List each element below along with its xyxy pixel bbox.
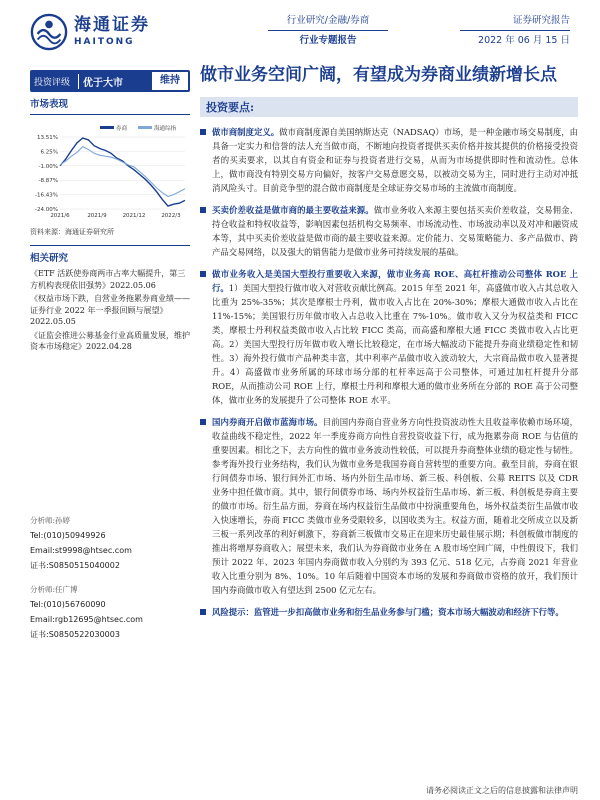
related-research-item[interactable]: 《权益市场下跌，自营业务拖累券商业绩——证券行业 2022 年一季报回顾与展望》2022.05.05 xyxy=(30,294,190,326)
haitong-logo xyxy=(30,12,180,52)
analyst-cert: 证书:S0850522030003 xyxy=(30,630,120,639)
market-chart-svg xyxy=(30,123,190,223)
key-point-bullet xyxy=(200,415,578,597)
risk-heading: 风险提示： xyxy=(212,607,254,617)
related-research-item[interactable]: 《证监会推进公募基金行业高质量发展，维护资本市场稳定》2022.04.28 xyxy=(30,330,190,351)
legend-swatch-broker xyxy=(100,126,114,129)
bullet-heading: 买卖价差收益是做市商的最主要收益来源。 xyxy=(212,205,374,215)
header-category: 行业研究/金融/券商 xyxy=(268,14,388,31)
bullet-body: 目前国内券商自营业务方向性投资波动性大且收益率依赖市场环境，收益曲线不稳定性，2022 年一季度券商方向性自营投资收益下行，成为拖累券商 ROE 与估值的重要因素。相比之下，去方向性的做市业务波动性较低，可以提升券商整体业绩的稳定性与韧性。参考海外投行业务结构，我们认为做市业务是我国券商自营转型的重要方向。截至目前，券商在银行间债券市场、银行间外汇市场、场内外衍生品市场、新三板、科创板、公募 REITS 以及 CDR 业务中担任做市商。其中，银行间债券市场、场内外权益衍生品市场、新三板、科创板是券商主要的做市市场。衍生品方面，券商在场内权益衍生品做市中扮演重要角色，场外权益类衍生品做市收入快速增长，券商 FICC 类做市业务受限较多，以国收类为主。权益方面，随着北交所成立以及新三板一系列改革的利好刺激下，券商新三板做市交易正在迎来历史最佳展示期；科创板做市制度的推出将增厚券商收入；展望未来，我们认为券商做市业务在 A 股市场空间广阔，中性假设下，我们预计 2022 年、2023 年国内券商做市收入分别约为 393 亿元、518 亿元，占券商 2021 年营业收入比重分别为 8%、10%。10 年后随着中国资本市场的发展和券商做市资格的放开，我们预计国内券商做市收入有望达到 2500 亿元左右。 xyxy=(212,417,579,595)
report-title: 做市业务空间广阔，有望成为券商业绩新增长点 xyxy=(200,65,557,85)
report-date: 2022 年 06 月 15 日 xyxy=(478,35,570,46)
legend-swatch-index xyxy=(138,126,152,129)
investment-rating-bar xyxy=(30,70,190,92)
bullet-heading: 做市商制度定义。 xyxy=(212,127,280,137)
analyst-email[interactable]: Email:rgb12695@htsec.com xyxy=(30,615,143,624)
analyst-email[interactable]: Email:st9998@htsec.com xyxy=(30,546,132,555)
market-performance-title: 市场表现 xyxy=(30,98,190,115)
series-line-index xyxy=(60,147,185,197)
main-content xyxy=(200,63,578,619)
analyst-name: 分析师:任广博 xyxy=(30,585,78,594)
report-header xyxy=(0,0,600,60)
bullet-body: 做市商制度源自美国纳斯达克（NADSAQ）市场，是一种金融市场交易制度，由具备一定实力和信誉的法人充当做市商，不断地向投资者提供买卖价格并按其提供的价格接受投资者的买卖要求，以其自有资金和证券与投资者进行交易，从而为市场提供即时性和流动性。总体上，做市商没有特别交易方向偏好，按客户交易意愿交易，以被动交易为主，同时进行主动对冲抵消风险头寸。目前竞争型的混合做市商制度是全球证券交易市场的主流做市商制度。 xyxy=(212,127,579,193)
analyst-contacts xyxy=(30,513,190,642)
analyst-name: 分析师:孙婷 xyxy=(30,516,71,525)
haitong-logo-icon xyxy=(30,13,68,51)
legal-disclaimer-footer: 请务必阅读正文之后的信息披露和法律声明 xyxy=(426,786,578,795)
y-tick-label: -8.87% xyxy=(38,178,58,185)
y-tick-label: -24.00% xyxy=(35,207,58,213)
key-point-bullet xyxy=(200,125,578,195)
bullet-body: 1）美国大型投行做市收入对营收贡献比例高。2015 年至 2021 年，高盛做市收入占其总收入比重为 25%-35%；其次是摩根士丹利，做市收入占比在 20%-30%；摩根大通做市收入占比在 11%-15%；美国银行历年做市收入占总收入比重在 7%-10%。做市收入又分为权益类和 FICC 类，摩根士丹利权益类做市收入占比较 FICC 类高，而高盛和摩根大通 FICC 类做市收入占比更高。2）美国大型投行历年做市收入增长比较稳定，在市场大幅波动下能提升券商业绩稳定性和韧性。3）海外投行做市产品种类丰富，其中利率产品做市收入波动较大，大宗商品做市收入显著提升。4）高盛做市业务所属的环球市场分部的杠杆率远高于公司整体，可通过加杠杆提升分部 ROE，从而推动公司 ROE 上行，摩根士丹利和摩根大通的做市业务所在分部的 ROE 高于公司整体，做市业务的发展提升了公司整体 ROE 水平。 xyxy=(212,283,578,405)
key-points-bar xyxy=(200,97,578,117)
legend-label-index: 海通综指 xyxy=(154,126,177,132)
x-tick-label: 2021/9 xyxy=(87,213,107,219)
related-research-title: 相关研究 xyxy=(30,253,69,264)
y-tick-label: 13.51% xyxy=(37,135,58,141)
related-research-item[interactable]: 《ETF 活跃使券商两市占率大幅提升，第三方机构表现依旧强势》2022.05.06 xyxy=(30,269,186,290)
analyst-cert: 证书:S0850515040002 xyxy=(30,561,120,570)
related-research-list xyxy=(30,268,190,353)
bullet-body: 做市业务收入来源主要包括买卖价差收益，交易佣金、持仓收益和特权收益等，影响因素包括机构交易频率、市场流动性、市场波动率以及对冲和融资成本等，其中买卖价差收益是做市商的最主要收益来源。定价能力、交易策略能力、多产品做市、跨产品交易网络，以及强大的销售能力是做市业务可持续发展的基础。 xyxy=(212,205,578,257)
key-point-bullet xyxy=(200,203,578,259)
y-tick-label: -1.00% xyxy=(38,163,58,170)
y-tick-label: -16.43% xyxy=(35,192,58,199)
legend-label-broker: 券商 xyxy=(116,126,128,132)
y-tick-label: 6.25% xyxy=(40,149,58,156)
key-points-title: 投资要点: xyxy=(206,101,255,114)
chart-source-note: 资料来源：海通证券研究所 xyxy=(30,228,114,236)
analyst-tel: Tel:(010)56760090 xyxy=(30,600,106,609)
bullet-heading: 做市业务收入是美国大型投行重要收入来源，做市业务高 ROE、高杠杆推动公司整体 ROE 上行。 xyxy=(212,269,578,293)
risk-warning-bullet xyxy=(200,605,578,619)
left-divider xyxy=(30,245,190,246)
header-right-block xyxy=(460,14,570,49)
logo-english-name: HAITONG xyxy=(74,37,135,47)
header-research-label: 证券研究报告 xyxy=(460,14,570,31)
rating-value: 优于大市 xyxy=(78,74,140,89)
header-category-block xyxy=(268,14,388,49)
x-tick-label: 2021/6 xyxy=(50,213,70,219)
risk-body: 监管进一步扣高做市业务和衍生品业务参与门槛；资本市场大幅波动和经济下行等。 xyxy=(253,607,564,617)
logo-chinese-name: 海通证券 xyxy=(74,15,150,35)
market-performance-chart xyxy=(30,123,190,223)
key-point-bullet xyxy=(200,267,578,407)
rating-label: 投资评级 xyxy=(34,77,71,88)
bullet-heading: 国内券商开启做市蓝海市场。 xyxy=(212,417,323,427)
analyst-tel: Tel:(010)50949926 xyxy=(30,531,106,540)
x-tick-label: 2022/3 xyxy=(161,213,181,219)
header-report-type: 行业专题报告 xyxy=(299,35,357,46)
x-tick-label: 2021/12 xyxy=(122,213,146,219)
rating-trend: 维持 xyxy=(152,72,188,90)
left-sidebar xyxy=(30,70,190,355)
